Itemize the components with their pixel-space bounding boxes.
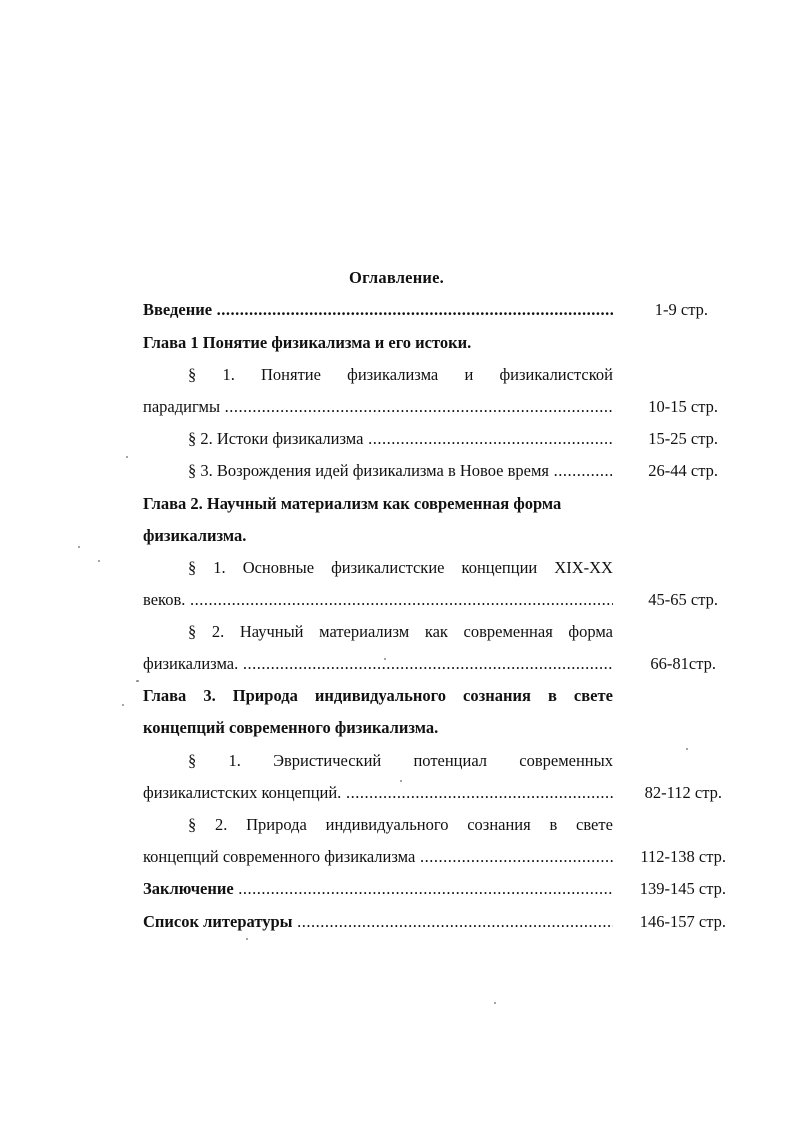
toc-word: форма (568, 622, 613, 641)
toc-chapter-3-heading-line-2: концепций современного физикализма. (143, 718, 439, 737)
toc-section-2-2-line-2 (143, 654, 613, 674)
toc-word: Научный (239, 622, 304, 641)
toc-word: Понятие (261, 365, 321, 384)
scan-speck (98, 560, 100, 562)
scan-speck (494, 1002, 496, 1004)
toc-chapter-3-heading-line-1 (143, 686, 613, 706)
toc-word: современных (519, 751, 613, 770)
toc-word: Природа (232, 686, 298, 705)
toc-word: свете (576, 815, 613, 834)
toc-page-ref: 66-81стр. (650, 654, 716, 673)
toc-entry-text: § 2. Истоки физикализма (188, 429, 364, 448)
toc-word: Эвристический (273, 751, 382, 770)
scan-speck (78, 546, 80, 548)
toc-word: XIX-XX (554, 558, 613, 577)
toc-section-2-2-line-1 (188, 622, 613, 642)
toc-page-ref: 82-112 стр. (644, 783, 722, 802)
toc-entry-text: веков. (143, 590, 186, 609)
toc-word: Основные (242, 558, 315, 577)
toc-entry-text: Список литературы (143, 912, 293, 931)
toc-page-ref: 15-25 стр. (648, 429, 718, 448)
scan-speck (136, 680, 139, 682)
toc-section-2-1-line-1 (188, 558, 613, 578)
toc-entry-text: Заключение (143, 879, 234, 898)
scan-speck (400, 780, 402, 782)
toc-word: физикализма (347, 365, 439, 384)
toc-word: материализм (319, 622, 410, 641)
toc-page-ref: 139-145 стр. (639, 879, 726, 898)
toc-word: § (188, 751, 197, 770)
toc-entry-conclusion (143, 879, 613, 899)
toc-word: § (188, 365, 197, 384)
toc-word: Природа (246, 815, 307, 834)
toc-section-3-2-line-2 (143, 847, 613, 867)
toc-word: § (188, 558, 197, 577)
toc-word: 1. (222, 365, 235, 384)
toc-word: сознания (467, 815, 531, 834)
toc-entry-text: парадигмы (143, 397, 221, 416)
toc-section-3-1-line-1 (188, 751, 613, 771)
toc-section-2-1-line-2 (143, 590, 613, 610)
toc-word: современная (463, 622, 553, 641)
toc-chapter-1-heading: Глава 1 Понятие физикализма и его истоки. (143, 333, 472, 352)
toc-entry-text: физикалистских концепций. (143, 783, 342, 802)
toc-word: индивидуального (314, 686, 446, 705)
toc-page-ref: 10-15 стр. (648, 397, 718, 416)
toc-entry-text: Введение (143, 300, 213, 319)
toc-word: § (188, 815, 197, 834)
scan-speck (686, 748, 688, 750)
toc-word: концепции (461, 558, 538, 577)
toc-section-3-2-line-1 (188, 815, 613, 835)
scan-speck (122, 704, 124, 706)
toc-word: физикалистские (331, 558, 445, 577)
toc-word: сознания (463, 686, 531, 705)
toc-word: и (464, 365, 474, 384)
toc-word: 3. (203, 686, 216, 705)
toc-word: как (424, 622, 448, 641)
toc-word: § (188, 622, 197, 641)
toc-section-1-2 (188, 429, 613, 449)
toc-page-ref: 112-138 стр. (640, 847, 726, 866)
toc-word: 1. (228, 751, 241, 770)
toc-word: в (549, 815, 558, 834)
toc-page-ref: 1-9 стр. (654, 300, 708, 319)
toc-entry-bibliography (143, 912, 613, 932)
toc-word: физикалистской (499, 365, 613, 384)
toc-chapter-2-heading-line-2: физикализма. (143, 526, 247, 545)
scan-speck (246, 938, 248, 940)
toc-entry-text: концепций современного физикализма (143, 847, 416, 866)
scan-speck (126, 456, 128, 458)
toc-section-3-1-line-2 (143, 783, 613, 803)
toc-entry-text: § 3. Возрождения идей физикализма в Новое время (188, 461, 550, 480)
page-title: Оглавление. (349, 268, 444, 287)
toc-word: свете (573, 686, 613, 705)
toc-page-ref: 146-157 стр. (639, 912, 726, 931)
toc-word: Глава (143, 686, 187, 705)
toc-word: индивидуального (325, 815, 449, 834)
toc-chapter-2-heading-line-1: Глава 2. Научный материализм как современная форма (143, 494, 562, 513)
scan-speck (384, 658, 386, 660)
toc-page-ref: 26-44 стр. (648, 461, 718, 480)
toc-section-1-1-line-2 (143, 397, 613, 417)
toc-word: 2. (215, 815, 228, 834)
toc-section-1-1-line-1 (188, 365, 613, 385)
toc-entry-text: физикализма. (143, 654, 239, 673)
toc-entry-introduction (143, 300, 613, 320)
toc-word: потенциал (413, 751, 488, 770)
toc-page-ref: 45-65 стр. (648, 590, 718, 609)
toc-word: 2. (211, 622, 225, 641)
toc-section-1-3 (188, 461, 613, 481)
toc-word: 1. (213, 558, 226, 577)
toc-word: в (547, 686, 557, 705)
